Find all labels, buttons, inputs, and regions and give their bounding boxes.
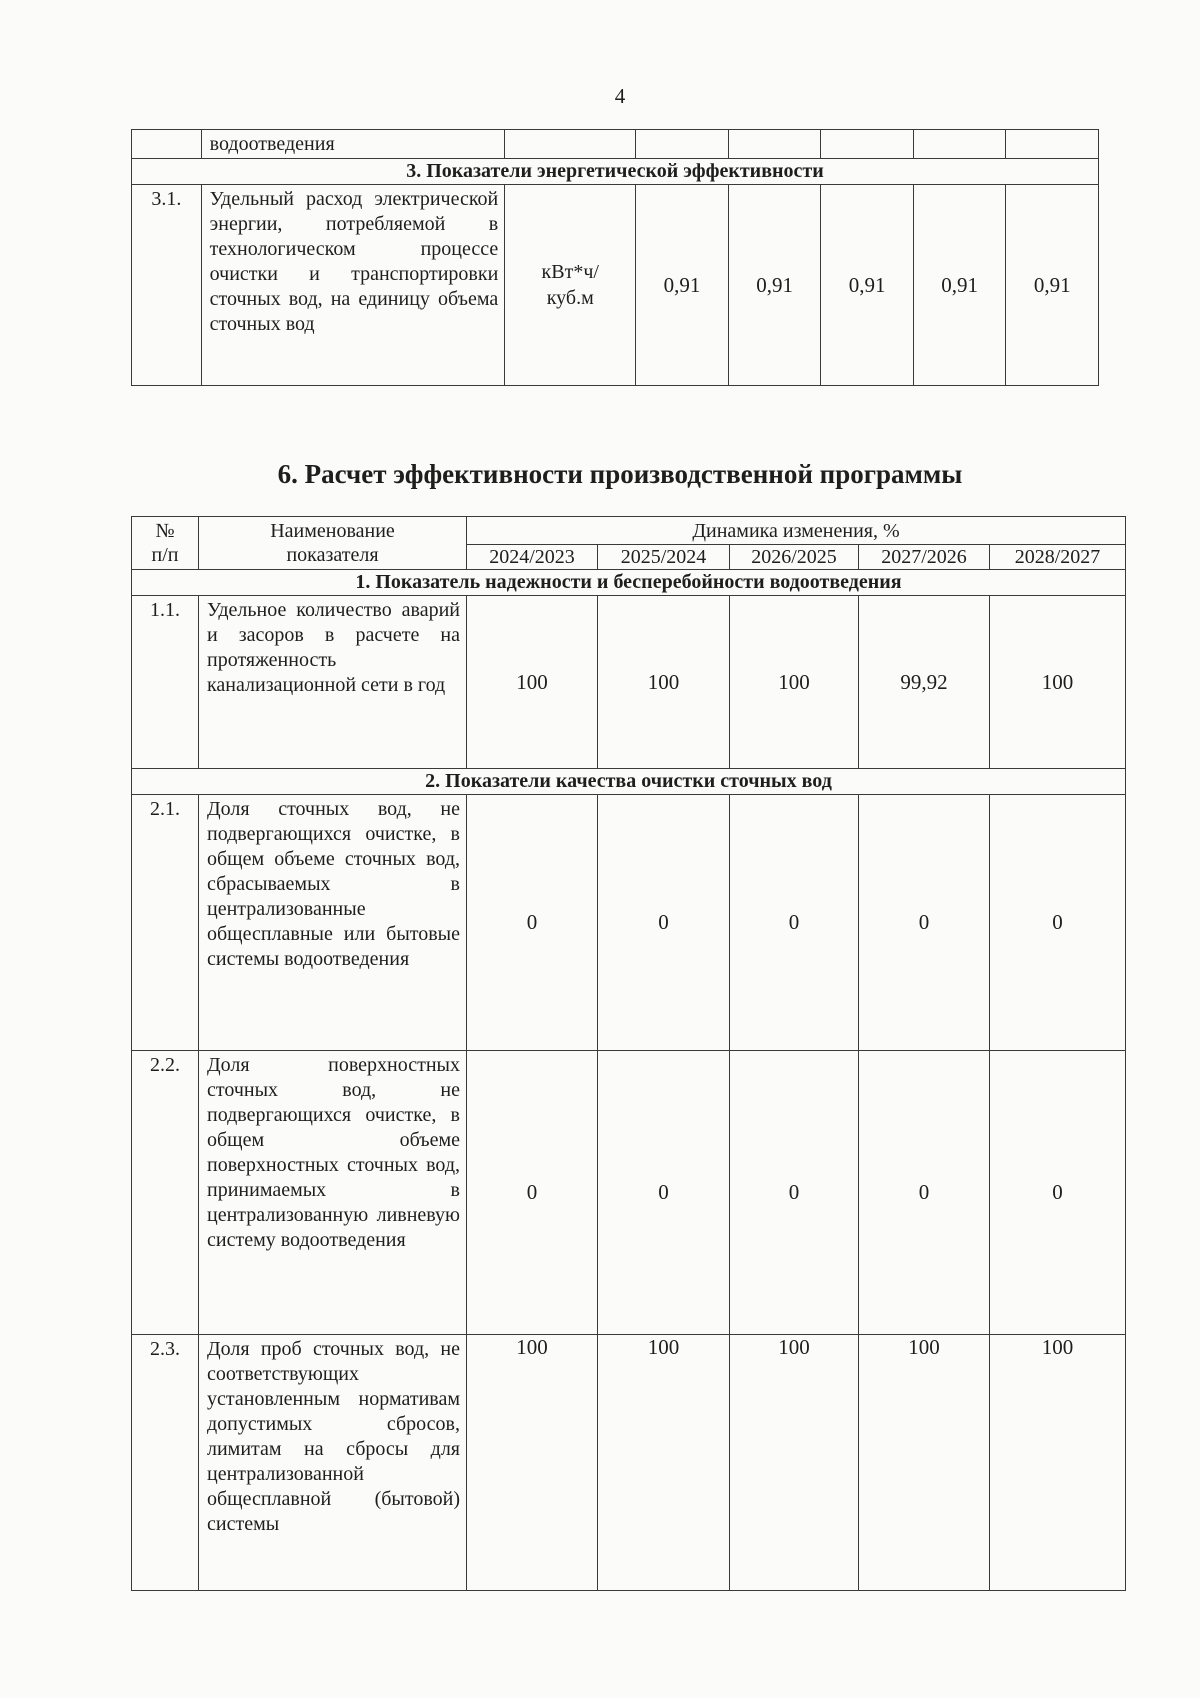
header-year: 2028/2027 bbox=[990, 545, 1126, 570]
value-cell: 0 bbox=[859, 795, 990, 1051]
header-year: 2027/2026 bbox=[859, 545, 990, 570]
section-title: 3. Показатели энергетической эффективности bbox=[132, 159, 1099, 185]
section-title: 2. Показатели качества очистки сточных вод bbox=[132, 769, 1126, 795]
row-number: 2.3. bbox=[132, 1335, 199, 1591]
header-dynamics: Динамика изменения, % bbox=[467, 517, 1126, 545]
table-row bbox=[132, 130, 1099, 159]
value-cell: 100 bbox=[598, 596, 730, 769]
table-cell bbox=[505, 130, 636, 159]
program-efficiency-table bbox=[131, 516, 1126, 1591]
section-heading: 6. Расчет эффективности производственной программы bbox=[277, 459, 963, 489]
value-cell: 0,91 bbox=[636, 185, 729, 386]
table-cell bbox=[636, 130, 729, 159]
value-cell: 100 bbox=[730, 596, 859, 769]
table-cell bbox=[821, 130, 914, 159]
value-cell: 100 bbox=[730, 1335, 859, 1591]
header-row bbox=[132, 517, 1126, 545]
table-row bbox=[132, 795, 1126, 1051]
value-cell: 100 bbox=[467, 1335, 598, 1591]
header-text: № bbox=[155, 520, 175, 542]
row-number: 2.1. bbox=[132, 795, 199, 1051]
header-number bbox=[132, 517, 199, 570]
row-number: 3.1. bbox=[132, 185, 202, 386]
value-cell: 0 bbox=[598, 1051, 730, 1335]
value-cell: 100 bbox=[990, 1335, 1126, 1591]
unit-cell bbox=[505, 185, 636, 386]
table-cell bbox=[132, 130, 202, 159]
value-cell: 0 bbox=[598, 795, 730, 1051]
header-text: показателя bbox=[286, 544, 379, 566]
indicator-name: Удельный расход электрической энергии, потребляемой в технологическом процессе очистки и транспортировки сточных вод, на единицу объема сточных вод bbox=[201, 185, 505, 386]
value-cell: 100 bbox=[859, 1335, 990, 1591]
value-cell: 100 bbox=[990, 596, 1126, 769]
value-cell: 0 bbox=[730, 1051, 859, 1335]
table-row bbox=[132, 185, 1099, 386]
section-row bbox=[132, 159, 1099, 185]
unit-line: куб.м bbox=[546, 287, 594, 309]
row-number: 2.2. bbox=[132, 1051, 199, 1335]
indicator-name: Доля сточных вод, не подвергающихся очистке, в общем объеме сточных вод, сбрасываемых в централизованные общесплавные или бытовые системы водоотведения bbox=[199, 795, 467, 1051]
table-cell bbox=[1006, 130, 1099, 159]
continuation-text: водоотведения bbox=[201, 130, 505, 159]
value-cell: 0 bbox=[859, 1051, 990, 1335]
value-cell: 0 bbox=[990, 795, 1126, 1051]
section-row bbox=[132, 769, 1126, 795]
value-cell: 100 bbox=[467, 596, 598, 769]
value-cell: 0,91 bbox=[728, 185, 821, 386]
table-cell bbox=[728, 130, 821, 159]
indicator-name: Удельное количество аварий и засоров в расчете на протяженность канализационной сети в год bbox=[199, 596, 467, 769]
row-number: 1.1. bbox=[132, 596, 199, 769]
value-cell: 0 bbox=[467, 795, 598, 1051]
section-title: 1. Показатель надежности и бесперебойности водоотведения bbox=[132, 570, 1126, 596]
value-cell: 0,91 bbox=[913, 185, 1006, 386]
value-cell: 0 bbox=[730, 795, 859, 1051]
value-cell: 0 bbox=[990, 1051, 1126, 1335]
indicator-name: Доля проб сточных вод, не соответствующих установленным нормативам допустимых сбросов, лимитам на сбросы для централизованной общесплавной (бытовой) системы bbox=[199, 1335, 467, 1591]
section-row bbox=[132, 570, 1126, 596]
page-number: 4 bbox=[614, 84, 626, 108]
header-text: п/п bbox=[151, 544, 179, 566]
table-row bbox=[132, 596, 1126, 769]
unit-line: кВт*ч/ bbox=[541, 261, 599, 283]
table-row bbox=[132, 1051, 1126, 1335]
value-cell: 0 bbox=[467, 1051, 598, 1335]
value-cell: 0,91 bbox=[1006, 185, 1099, 386]
table-cell bbox=[913, 130, 1006, 159]
header-year: 2026/2025 bbox=[730, 545, 859, 570]
header-year: 2024/2023 bbox=[467, 545, 598, 570]
value-cell: 0,91 bbox=[821, 185, 914, 386]
indicator-name: Доля поверхностных сточных вод, не подвергающихся очистке, в общем объеме поверхностных сточных вод, принимаемых в централизованную ливневую систему водоотведения bbox=[199, 1051, 467, 1335]
table-row bbox=[132, 1335, 1126, 1591]
header-year: 2025/2024 bbox=[598, 545, 730, 570]
value-cell: 99,92 bbox=[859, 596, 990, 769]
energy-efficiency-table bbox=[131, 129, 1099, 386]
header-text: Наименование bbox=[270, 520, 395, 542]
header-name bbox=[199, 517, 467, 570]
value-cell: 100 bbox=[598, 1335, 730, 1591]
